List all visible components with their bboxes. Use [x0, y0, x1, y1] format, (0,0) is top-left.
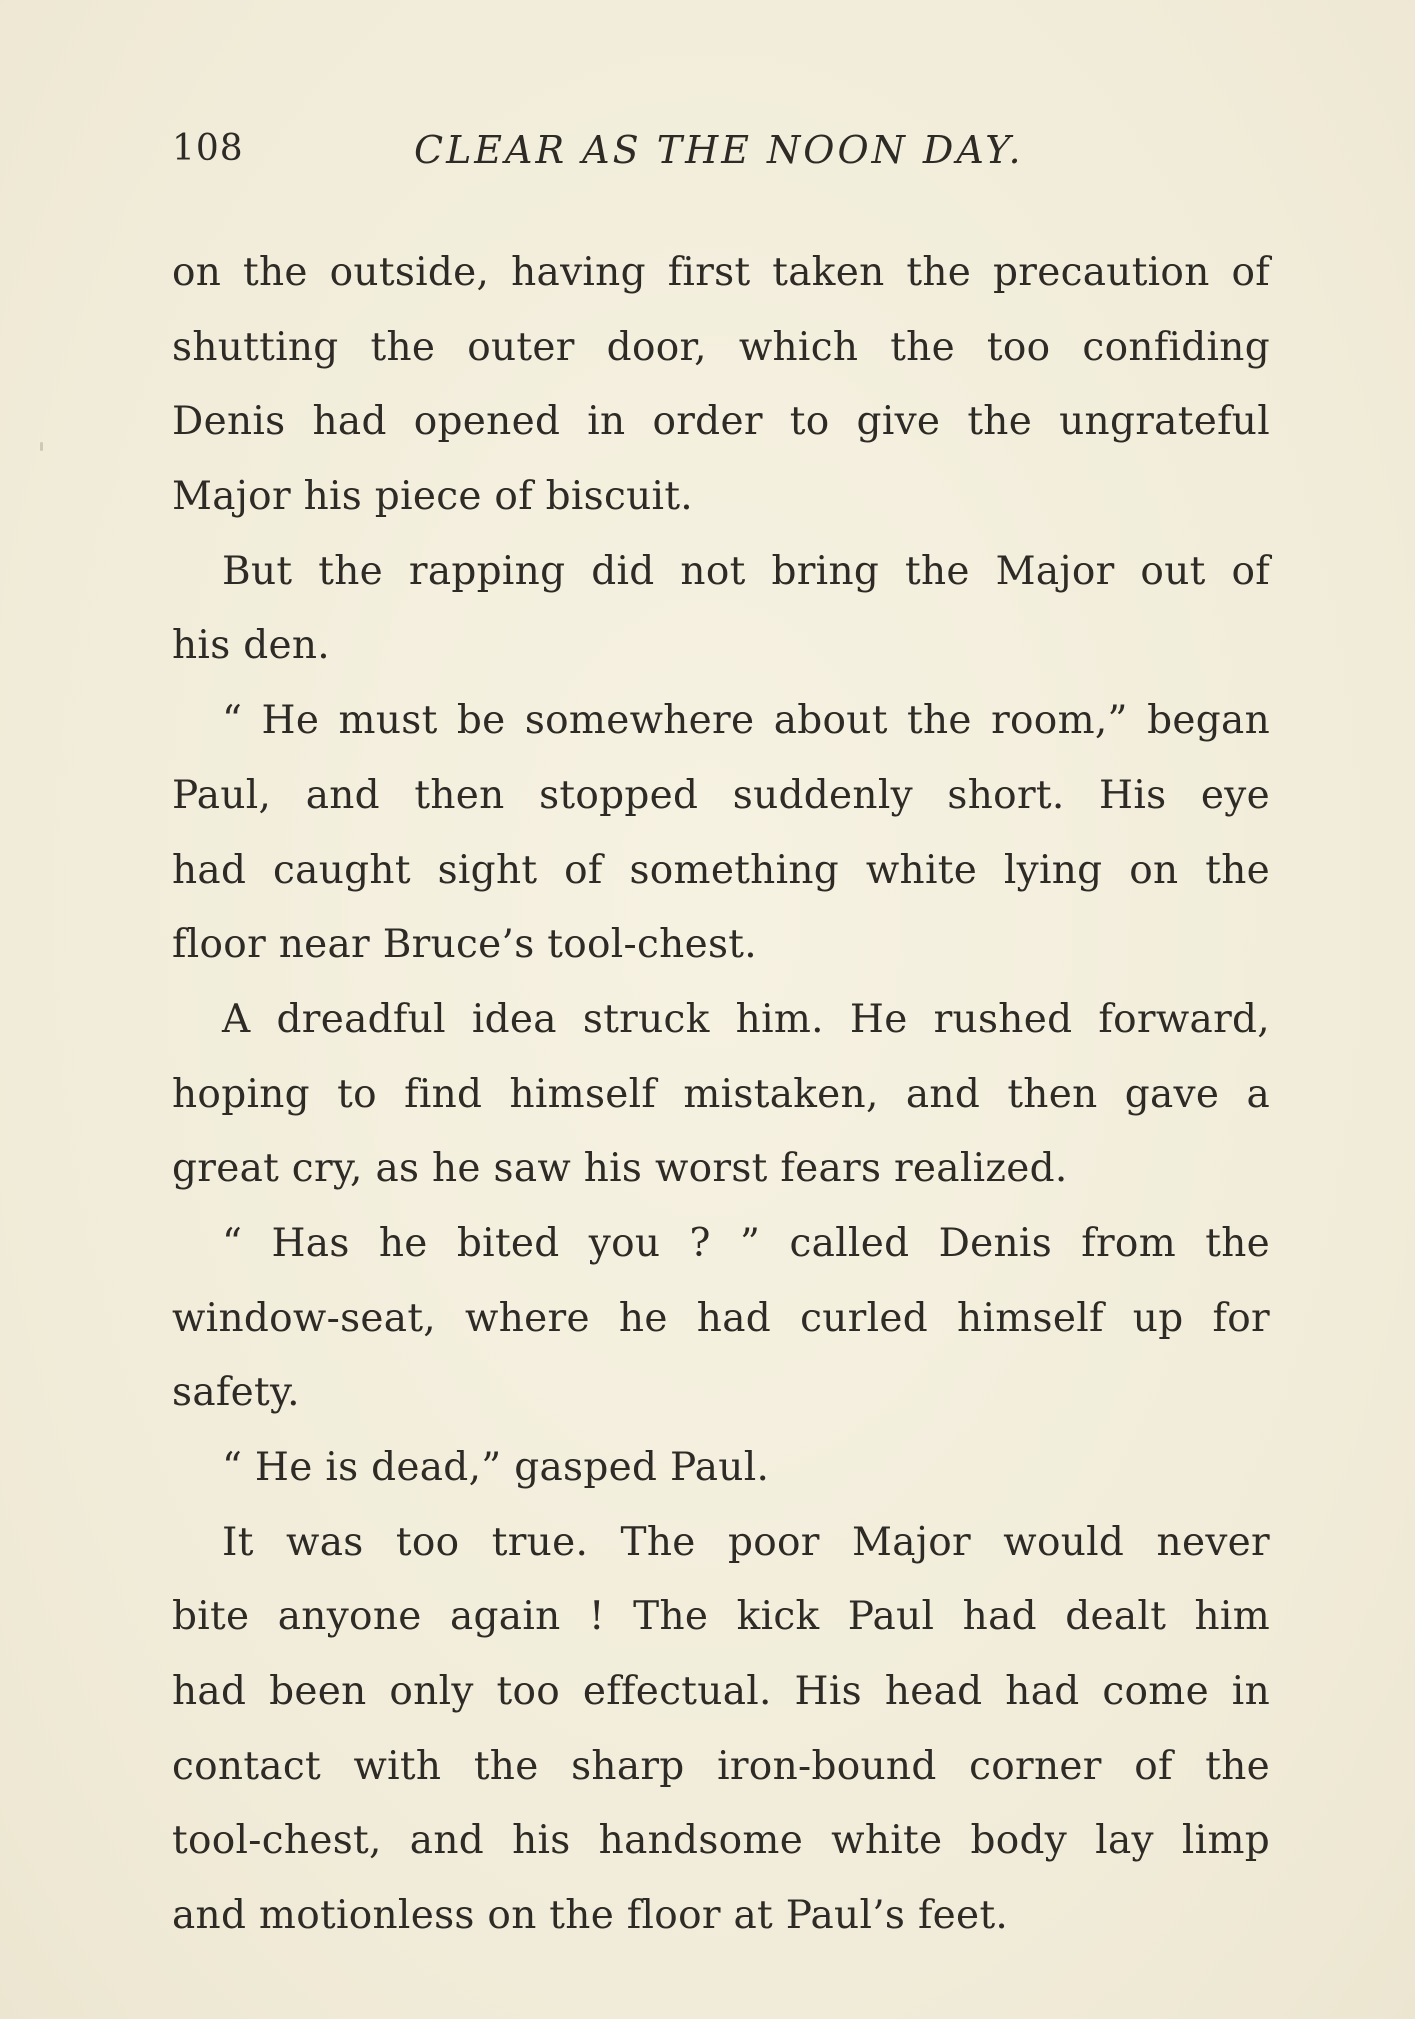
text-line: safety. [172, 1370, 300, 1416]
text-line: floor near Bruce’s tool-chest. [172, 922, 757, 968]
running-title: CLEAR AS THE NOON DAY. [414, 128, 1024, 172]
body-text [172, 236, 1270, 1954]
text-line: “ Has he bited you ? ” called Denis from the [222, 1220, 1270, 1266]
text-line: Major his piece of biscuit. [172, 474, 694, 520]
text-line: “ He must be somewhere about the room,” began [222, 698, 1270, 744]
text-line: Denis had opened in order to give the ungrateful [172, 399, 1270, 445]
text-line: had been only too effectual. His head had come in [172, 1669, 1270, 1715]
text-line: But the rapping did not bring the Major out of [222, 548, 1270, 594]
text-line: his den. [172, 623, 330, 669]
text-line: great cry, as he saw his worst fears realized. [172, 1146, 1068, 1192]
text-line: had caught sight of something white lying on the [172, 847, 1270, 893]
paper-speck [40, 442, 43, 451]
text-line: bite anyone again ! The kick Paul had dealt him [172, 1594, 1270, 1640]
text-line: shutting the outer door, which the too confiding [172, 324, 1270, 370]
text-line: A dreadful idea struck him. He rushed forward, [222, 996, 1270, 1042]
text-line: on the outside, having first taken the precaution of [172, 250, 1270, 295]
text-line: “ He is dead,” gasped Paul. [222, 1445, 770, 1490]
text-line: contact with the sharp iron-bound corner of the [172, 1743, 1270, 1789]
text-line: window-seat, where he had curled himself up for [172, 1295, 1270, 1341]
page-number: 108 [172, 128, 244, 169]
text-line: and motionless on the floor at Paul’s feet. [172, 1893, 1009, 1939]
text-line: Paul, and then stopped suddenly short. His eye [172, 772, 1270, 818]
page-header [172, 128, 1272, 188]
text-line: It was too true. The poor Major would never [222, 1519, 1270, 1565]
text-line: hoping to find himself mistaken, and then gave a [172, 1071, 1270, 1117]
text-line: tool-chest, and his handsome white body lay limp [172, 1818, 1270, 1864]
